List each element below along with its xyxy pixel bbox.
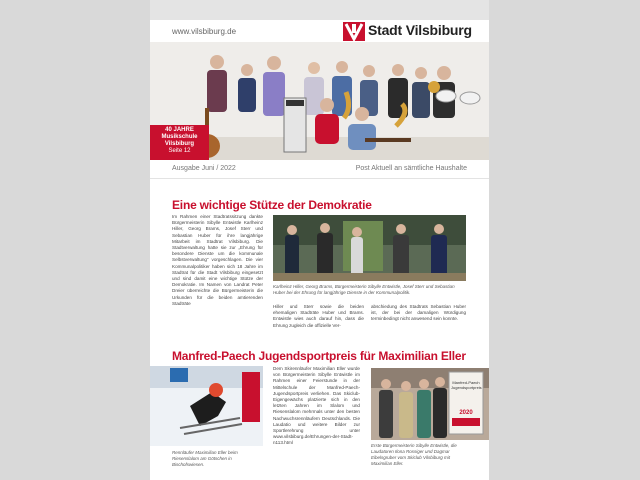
article1-photo-caption: Karlheinz Hiller, Georg Brams, Bürgermeisterin Sibylle Entwistle, Josef Sterr und Sebastian Huber bei der Ehrung für langjährige Dienste in der Kommunalpolitik. <box>273 284 455 295</box>
article1-column-2: Hiller und Sterr sowie die beiden ehemaligen Stadträte Huber und Brams. Entwistle wies auch darauf hin, dass die Ehrung zugleich die offizielle Ver- <box>273 304 364 328</box>
city-crest-icon <box>343 22 365 41</box>
badge-line-3: Vilsbiburg <box>164 141 195 147</box>
top-band <box>150 0 489 20</box>
hero-photo <box>150 42 489 160</box>
distribution-note: Post Aktuell an sämtliche Haushalte <box>355 165 467 172</box>
article2-award-photo <box>371 368 489 440</box>
article1-headline: Eine wichtige Stütze der Demokratie <box>172 198 372 212</box>
article2-headline: Manfred-Paech Jugendsportpreis für Maximilian Eller <box>172 349 466 363</box>
website-url[interactable]: www.vilsbiburg.de <box>172 27 237 36</box>
article1-column-1: Im Rahmen einer Stadtratssitzung dankte Bürgermeisterin Sibylle Entwistle Karlheinz Hiller, Georg Brams, Josef Sterr und Sebastian Huber für ihre langjährige Mitarbeit im Stadtrat Vilsbiburg. Die Stadtverwaltung hatte sie zur „Ehrung für besondere Dienste um die kommunale Selbstverwaltung“ vorgeschlagen. Die vier Kommunalpolitiker haben sich 18 Jahre im Stadtrat für die Stadt Vilsbiburg eingesetzt und sind damit eine wichtige Stütze der Demokratie. Im Namen von Landrat Peter Dreier überreichte die Bürgermeisterin die Urkunden für die beiden amtierenden Stadträte <box>172 214 263 306</box>
poster-year: 2020 <box>459 410 473 416</box>
newsletter-page <box>150 0 489 480</box>
article2-body: Dem Skirennläufer Maximilian Eller wurde von Bürgermeisterin Sibylle Entwistle im Rahmen einer Feierstunde in der Mittelschule der Manfred-Paech-Jugendsportpreis verliehen. Das Skiclub-Eigengewächs platzierte sich in den letzten Jahren im Slalom und Riesenslalom mehrmals unter den besten Nachwuchsrennläufern Deutschlands. Die Laudatio und weitere Bilder zur Sportlerehrung unter www.vilsbiburg.de/Ehrungen-der-Stadt-n113.html <box>273 366 360 446</box>
article1-photo <box>273 215 466 281</box>
badge-line-2: Musikschule <box>161 134 198 140</box>
issue-bar <box>150 160 489 179</box>
skier-photo <box>150 366 263 446</box>
article2-right-caption: Erste Bürgermeisterin Sibylle Entwistle, die Laudatoren Ilona Rossiger und Dagmar Eibelsgruber vom Skiclub Vilsbiburg mit Maximilian Eller. <box>371 443 457 466</box>
honorees-group-photo <box>273 215 466 281</box>
article2-ski-photo <box>150 366 263 446</box>
award-ceremony-photo <box>371 368 489 440</box>
badge-line-1: 40 JAHRE <box>165 127 194 133</box>
article2-left-caption: Rennläufer Maximilian Eller beim Riesenslalom am Götschen in Bischofswiesen. <box>172 450 238 467</box>
badge-page-ref: Seite 12 <box>168 148 191 154</box>
issue-date: Ausgabe Juni / 2022 <box>172 165 236 172</box>
article1-column-3: abschiedung des Stadtrats Sebastian Huber ist, der bei der damaligen Würdigung terminbedingt nicht anwesend sein konnte. <box>371 304 466 322</box>
brand-title: Stadt Vilsbiburg <box>368 22 472 38</box>
anniversary-badge[interactable] <box>150 125 209 160</box>
poster-title: Manfred-Paech Jugendsportpreis <box>451 380 482 390</box>
